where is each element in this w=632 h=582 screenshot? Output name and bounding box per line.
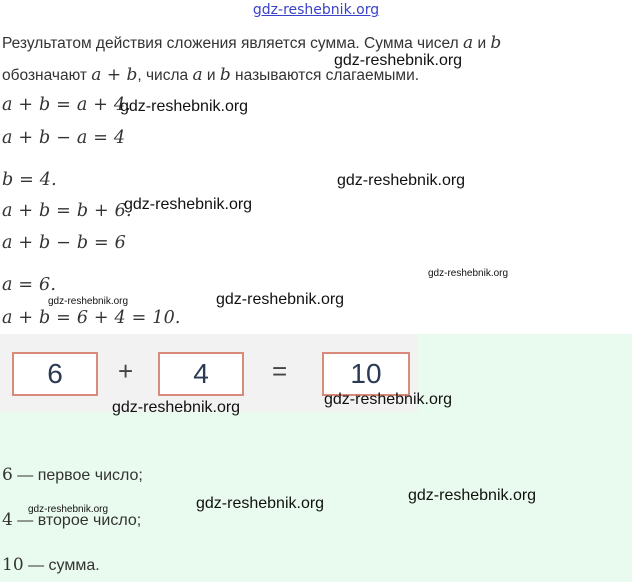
legend-number: 4 — [2, 510, 13, 530]
equation-3: b = 4. — [2, 170, 57, 190]
intro-text-2: обозначают — [2, 67, 92, 84]
intro-text-3: , числа — [137, 67, 193, 84]
intro-and: и — [473, 35, 491, 52]
watermark-small: gdz-reshebnik.org — [28, 504, 109, 515]
var-a: a — [192, 65, 203, 85]
watermark-small: gdz-reshebnik.org — [48, 296, 129, 307]
watermark: gdz-reshebnik.org — [337, 172, 466, 189]
first-addend-box: 6 — [12, 352, 98, 396]
watermark: gdz-reshebnik.org — [408, 487, 537, 504]
sum-box: 10 — [322, 352, 410, 396]
watermark-small: gdz-reshebnik.org — [428, 268, 509, 279]
watermark: gdz-reshebnik.org — [196, 495, 325, 512]
watermark: gdz-reshebnik.org — [334, 52, 463, 69]
legend-item-sum — [2, 555, 100, 575]
plus-sign: + — [118, 356, 134, 386]
watermark: gdz-reshebnik.org — [124, 196, 253, 213]
equation-1: a + b = a + 4. — [2, 95, 131, 115]
legend-text: — первое число; — [12, 467, 143, 484]
var-b: b — [490, 33, 502, 53]
legend-text: — сумма. — [23, 557, 100, 574]
watermark: gdz-reshebnik.org — [120, 98, 249, 115]
equals-sign: = — [272, 356, 288, 386]
intro-text-1: Результатом действия сложения является сумма. Сумма чисел — [2, 35, 463, 52]
watermark: gdz-reshebnik.org — [324, 391, 453, 408]
equation-6: a = 6. — [2, 275, 57, 295]
var-a: a — [463, 33, 474, 53]
intro-line-1 — [2, 33, 501, 53]
sum-expression: a + b — [91, 65, 138, 85]
legend-item-first — [2, 465, 143, 485]
watermark: gdz-reshebnik.org — [216, 291, 345, 308]
legend-text: — второе число; — [12, 512, 142, 529]
watermark: gdz-reshebnik.org — [112, 399, 241, 416]
legend-number: 10 — [2, 555, 24, 575]
legend-number: 6 — [2, 465, 13, 485]
equation-2: a + b − a = 4 — [2, 128, 126, 148]
intro-and: и — [202, 67, 220, 84]
intro-text-4: называются слагаемыми. — [230, 67, 420, 84]
second-addend-box: 4 — [158, 352, 244, 396]
equation-5: a + b − b = 6 — [2, 233, 126, 253]
var-b: b — [219, 65, 231, 85]
site-title-link[interactable]: gdz-reshebnik.org — [252, 2, 380, 18]
equation-7: a + b = 6 + 4 = 10. — [2, 308, 181, 328]
equation-4: a + b = b + 6. — [2, 201, 132, 221]
